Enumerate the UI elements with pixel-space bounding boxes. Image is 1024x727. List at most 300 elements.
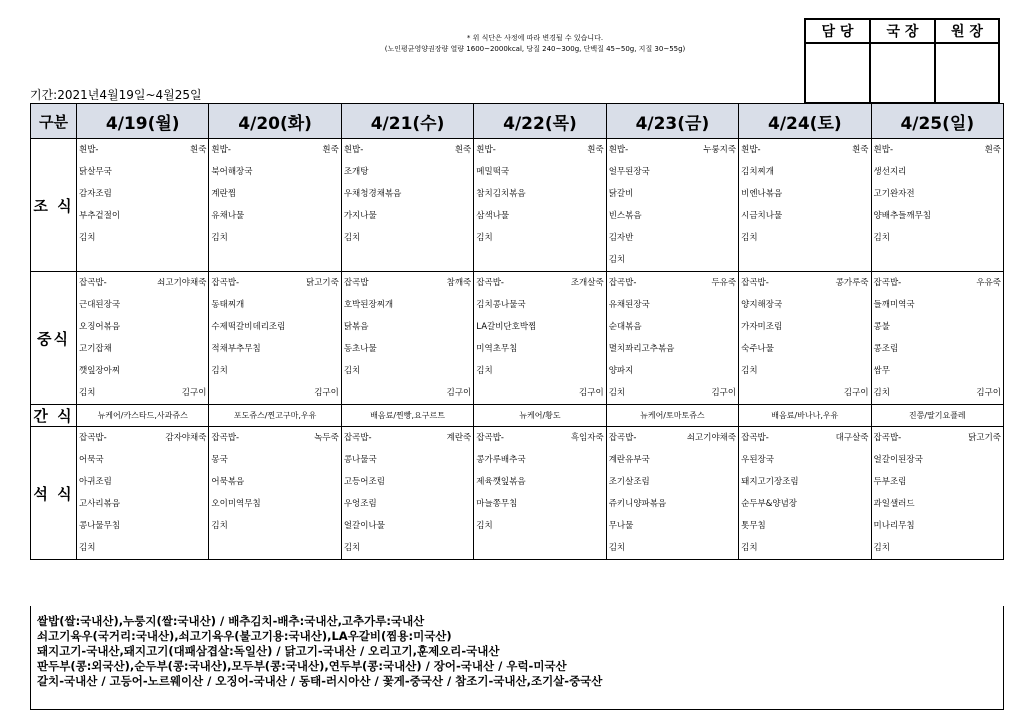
dish-name: 멸치꽈리고추볶음 xyxy=(608,343,675,354)
dish-name: 김치 xyxy=(608,387,626,398)
dish-side: 닭고기죽 xyxy=(305,277,339,288)
dish-row xyxy=(872,183,1003,205)
dish-name: 우엉조림 xyxy=(343,498,377,509)
dish-name: 가자미조림 xyxy=(741,321,783,332)
dish-side: 흰죽 xyxy=(189,144,207,155)
dish-row xyxy=(872,382,1003,404)
dish-row xyxy=(342,360,473,382)
dish-row xyxy=(607,294,738,316)
dish-row xyxy=(474,272,605,294)
dish-row xyxy=(209,515,340,537)
dish-name: 잡곡밥- xyxy=(211,277,240,288)
breakfast-cell xyxy=(341,139,473,272)
dish-row xyxy=(77,161,208,183)
dish-row xyxy=(739,382,870,404)
dish-row xyxy=(607,427,738,449)
lunch-cell xyxy=(77,272,209,405)
dish-name: 닭살무국 xyxy=(79,166,112,177)
dish-row xyxy=(342,449,473,471)
notice-line: * 위 식단은 사정에 따라 변경될 수 있습니다. xyxy=(466,34,604,42)
header-day: 4/23(금) xyxy=(606,104,738,139)
dish-row xyxy=(342,471,473,493)
dish-row xyxy=(77,537,208,559)
dish-name: 어묵국 xyxy=(79,454,104,465)
dish-row xyxy=(342,205,473,227)
dish-row xyxy=(872,294,1003,316)
dish-side: 녹두죽 xyxy=(314,432,339,443)
menu-table xyxy=(30,103,1004,560)
approval-header-head: 원 장 xyxy=(935,19,999,43)
dish-name: 잡곡밥 xyxy=(343,277,369,288)
approval-sign-box xyxy=(870,43,935,103)
dish-row xyxy=(872,205,1003,227)
dish-row xyxy=(342,227,473,249)
dish-name: 김자반 xyxy=(608,232,634,243)
dish-name: 잡곡밥- xyxy=(211,432,240,443)
dish-row xyxy=(474,471,605,493)
header-day: 4/24(토) xyxy=(739,104,871,139)
dish-name: 흰밥- xyxy=(476,144,496,155)
origin-line: 판두부(콩:외국산),순두부(콩:국내산),모두부(콩:국내산),연두부(콩:국내산) / 장어-국내산 / 우럭-미국산 xyxy=(37,659,567,673)
snack-cell: 배음료/찐빵,요구르트 xyxy=(341,405,473,427)
dish-row xyxy=(607,183,738,205)
dish-row xyxy=(872,139,1003,161)
dish-row xyxy=(607,493,738,515)
dish-row xyxy=(739,449,870,471)
dish-name: 우채청경채볶음 xyxy=(343,188,402,199)
meal-label-snack: 간 식 xyxy=(31,405,77,427)
dish-row xyxy=(77,183,208,205)
meal-label-dinner: 석 식 xyxy=(31,427,77,560)
dish-name: 동초나물 xyxy=(343,343,377,354)
dish-row xyxy=(474,537,605,559)
dish-name: 가지나물 xyxy=(343,210,377,221)
dish-row xyxy=(739,360,870,382)
dish-row xyxy=(739,493,870,515)
dish-name: 수제떡갈비데리조림 xyxy=(211,321,286,332)
dish-row xyxy=(872,537,1003,559)
dish-row xyxy=(209,427,340,449)
dish-name: 김치 xyxy=(741,365,758,376)
breakfast-cell xyxy=(871,139,1003,272)
dish-name: 잡곡밥- xyxy=(608,432,637,443)
snack-cell: 포도쥬스/찐고구마,우유 xyxy=(209,405,341,427)
dish-name: 유채나물 xyxy=(211,210,245,221)
dish-name: 쥬키니양파볶음 xyxy=(608,498,667,509)
dish-name: 콩가루배추국 xyxy=(476,454,526,465)
breakfast-cell xyxy=(739,139,871,272)
dish-row xyxy=(474,139,605,161)
dish-name: 잡곡밥- xyxy=(476,277,504,288)
dish-name: 김치 xyxy=(211,232,228,243)
dish-name: 들깨미역국 xyxy=(873,299,915,310)
dinner-cell xyxy=(341,427,473,560)
approval-header-staff: 담 당 xyxy=(805,19,870,43)
lunch-cell xyxy=(209,272,341,405)
dish-name: 몽국 xyxy=(211,454,228,465)
dish-row xyxy=(77,139,208,161)
dish-side: 쇠고기야채죽 xyxy=(157,277,207,288)
dish-row xyxy=(607,272,738,294)
dish-name: 콩나물국 xyxy=(343,454,377,465)
header-day: 4/21(수) xyxy=(341,104,473,139)
dish-name: 잡곡밥- xyxy=(741,432,769,443)
dish-name: 우된장국 xyxy=(741,454,774,465)
dish-name: 김치 xyxy=(79,387,96,398)
dish-name: 흰밥- xyxy=(79,144,99,155)
dish-row xyxy=(77,272,208,294)
dish-name: 무나물 xyxy=(608,520,634,531)
dish-row xyxy=(474,515,605,537)
meal-label-lunch: 중식 xyxy=(31,272,77,405)
dish-row xyxy=(739,338,870,360)
dish-name: 잡곡밥- xyxy=(608,277,637,288)
dish-row xyxy=(474,294,605,316)
dish-row xyxy=(342,294,473,316)
dish-row xyxy=(342,139,473,161)
dish-name: 김치 xyxy=(343,542,361,553)
snack-cell: 배음료/바나나,우유 xyxy=(739,405,871,427)
header-day: 4/19(월) xyxy=(77,104,209,139)
dish-row xyxy=(872,360,1003,382)
dinner-cell xyxy=(871,427,1003,560)
dish-name: 마늘쫑무침 xyxy=(476,498,518,509)
dish-row xyxy=(872,493,1003,515)
dish-row xyxy=(77,360,208,382)
dish-row xyxy=(209,205,340,227)
dish-name: 북어해장국 xyxy=(211,166,253,177)
dish-name: 양지해장국 xyxy=(741,299,783,310)
dish-row xyxy=(342,493,473,515)
lunch-cell xyxy=(871,272,1003,405)
dinner-cell xyxy=(77,427,209,560)
header-gubun: 구분 xyxy=(31,104,77,139)
dish-row xyxy=(872,471,1003,493)
dish-row xyxy=(872,338,1003,360)
dish-name: 김치 xyxy=(211,520,228,531)
dish-name: 호박된장찌개 xyxy=(343,299,394,310)
dish-name: 김치 xyxy=(343,365,361,376)
dish-side: 누룽지죽 xyxy=(703,144,737,155)
breakfast-cell xyxy=(474,139,606,272)
dish-row xyxy=(474,493,605,515)
notice-line: (노인평균영양권장량 열량 1600~2000kcal, 당질 240~300g, 단백질 45~50g, 지질 30~55g) xyxy=(384,45,686,53)
dish-row xyxy=(739,161,870,183)
dish-side: 콩가루죽 xyxy=(835,277,869,288)
approval-sign-box xyxy=(805,43,870,103)
dish-row xyxy=(209,272,340,294)
dish-name: 콩불 xyxy=(873,321,890,332)
dish-row xyxy=(872,449,1003,471)
dinner-cell xyxy=(209,427,341,560)
dish-row xyxy=(607,338,738,360)
dish-side: 김구이 xyxy=(711,387,737,398)
dish-row xyxy=(474,227,605,249)
breakfast-cell xyxy=(209,139,341,272)
dish-name: 양파지 xyxy=(608,365,634,376)
dish-row xyxy=(209,227,340,249)
dish-side: 대구살죽 xyxy=(835,432,869,443)
dish-name: 조개탕 xyxy=(343,166,369,177)
dish-name: 오이미역무침 xyxy=(211,498,261,509)
dish-side: 김구이 xyxy=(314,387,339,398)
dish-name: 조기살조림 xyxy=(608,476,650,487)
dish-row xyxy=(739,183,870,205)
dish-name: 근대된장국 xyxy=(79,299,121,310)
dish-row xyxy=(77,294,208,316)
meal-label-breakfast: 조 식 xyxy=(31,139,77,272)
dish-side: 닭고기죽 xyxy=(968,432,1001,443)
dish-name: 미역초무침 xyxy=(476,343,518,354)
dish-name: 김치 xyxy=(741,232,758,243)
dish-name: 김치 xyxy=(79,542,96,553)
dish-name: 얼갈이된장국 xyxy=(873,454,923,465)
breakfast-cell xyxy=(77,139,209,272)
dish-name: 시금치나물 xyxy=(741,210,783,221)
header-day: 4/25(일) xyxy=(871,104,1003,139)
origin-line: 쇠고기육우(국거리:국내산),쇠고기육우(불고기용:국내산),LA우갈비(찜용:미국산) xyxy=(37,629,452,643)
dinner-cell xyxy=(606,427,738,560)
dish-name: 흰밥- xyxy=(873,144,894,155)
dish-row xyxy=(739,227,870,249)
dish-name: 잡곡밥- xyxy=(343,432,372,443)
dish-row xyxy=(474,316,605,338)
dish-row xyxy=(474,161,605,183)
dish-row xyxy=(77,427,208,449)
dish-row xyxy=(474,382,605,404)
dish-row xyxy=(77,316,208,338)
snack-cell: 뉴케어/토마토쥬스 xyxy=(606,405,738,427)
dish-row xyxy=(607,537,738,559)
approval-table xyxy=(804,18,1000,104)
dish-row xyxy=(342,515,473,537)
dish-row xyxy=(342,382,473,404)
dish-row xyxy=(209,249,340,271)
dish-name: 비엔나볶음 xyxy=(741,188,783,199)
dish-row xyxy=(209,449,340,471)
dish-side: 김구이 xyxy=(976,387,1001,398)
approval-header-director: 국 장 xyxy=(870,19,935,43)
dish-row xyxy=(872,161,1003,183)
dish-name: 아귀조림 xyxy=(79,476,112,487)
dinner-cell xyxy=(474,427,606,560)
dish-name: 김치 xyxy=(476,232,493,243)
dish-name: 과일샐러드 xyxy=(873,498,915,509)
dish-side: 김구이 xyxy=(446,387,472,398)
dish-row xyxy=(739,272,870,294)
dish-name: 고기완자전 xyxy=(873,188,915,199)
header-day: 4/20(화) xyxy=(209,104,341,139)
dish-row xyxy=(209,471,340,493)
dish-name: 두부조림 xyxy=(873,476,907,487)
dish-name: 동태찌개 xyxy=(211,299,245,310)
dish-row xyxy=(739,515,870,537)
dish-row xyxy=(739,471,870,493)
dish-row xyxy=(607,449,738,471)
dish-name: 잡곡밥- xyxy=(79,277,107,288)
dish-side: 김구이 xyxy=(843,387,869,398)
dish-name: 김치 xyxy=(211,365,228,376)
dish-row xyxy=(607,249,738,271)
dish-row xyxy=(77,249,208,271)
dish-name: 순두부&양념장 xyxy=(741,498,798,509)
dish-name: 메밀떡국 xyxy=(476,166,510,177)
dish-name: 유채된장국 xyxy=(608,299,650,310)
dish-side: 두유죽 xyxy=(711,277,737,288)
dish-row xyxy=(607,382,738,404)
dish-name: 미나리무침 xyxy=(873,520,915,531)
dish-row xyxy=(209,139,340,161)
dish-name: 계란유부국 xyxy=(608,454,650,465)
dish-row xyxy=(607,161,738,183)
dish-side: 김구이 xyxy=(181,387,207,398)
dish-name: 톳무침 xyxy=(741,520,766,531)
dish-name: 계란찜 xyxy=(211,188,237,199)
dish-name: 어묵볶음 xyxy=(211,476,245,487)
dish-name: 김치 xyxy=(476,365,493,376)
dish-row xyxy=(872,272,1003,294)
dish-row xyxy=(342,338,473,360)
dish-row xyxy=(342,537,473,559)
dish-row xyxy=(474,427,605,449)
dish-name: 김치 xyxy=(608,254,626,265)
origin-line: 돼지고기-국내산,돼지고기(대패삼겹살:독일산) / 닭고기-국내산 / 오리고기,훈제오리-국내산 xyxy=(37,644,500,658)
dish-side: 흰죽 xyxy=(322,144,339,155)
dish-row xyxy=(739,537,870,559)
dish-side: 감자야채죽 xyxy=(165,432,207,443)
dish-row xyxy=(77,471,208,493)
dish-row xyxy=(474,183,605,205)
dish-row xyxy=(607,227,738,249)
dinner-cell xyxy=(739,427,871,560)
origin-info xyxy=(30,606,1004,710)
lunch-cell xyxy=(341,272,473,405)
dish-name: 고기잡채 xyxy=(79,343,112,354)
dish-name: 잡곡밥- xyxy=(741,277,769,288)
dish-name: 감자조림 xyxy=(79,188,112,199)
dish-name: 잡곡밥- xyxy=(873,432,902,443)
dish-side: 참깨죽 xyxy=(446,277,472,288)
period: 기간:2021년4월19일~4월25일 xyxy=(30,88,202,102)
snack-cell: 진쯩/딸기요플레 xyxy=(871,405,1003,427)
approval-sign-box xyxy=(935,43,999,103)
dish-row xyxy=(209,316,340,338)
dish-name: 흰밥- xyxy=(343,144,364,155)
dish-row xyxy=(739,249,870,271)
dish-side: 흰죽 xyxy=(587,144,604,155)
dish-name: 고사리볶음 xyxy=(79,498,121,509)
dish-side: 쇠고기야채죽 xyxy=(686,432,737,443)
dish-side: 흰죽 xyxy=(454,144,472,155)
dish-row xyxy=(77,449,208,471)
origin-line: 갈치-국내산 / 고등어-노르웨이산 / 오징어-국내산 / 동태-러시아산 / 꽃게-중국산 / 참조기-국내산,조기살-중국산 xyxy=(37,674,603,688)
dish-name: 닭볶음 xyxy=(343,321,369,332)
dish-side: 조개살죽 xyxy=(570,277,604,288)
dish-name: 김치 xyxy=(873,232,890,243)
dish-name: 돼지고기장조림 xyxy=(741,476,799,487)
lunch-cell xyxy=(474,272,606,405)
dish-row xyxy=(872,227,1003,249)
dish-row xyxy=(739,427,870,449)
dish-name: 빈스볶음 xyxy=(608,210,642,221)
dish-name: 적채부추무침 xyxy=(211,343,261,354)
dish-side: 흑임자죽 xyxy=(570,432,604,443)
dish-name: LA갈비단호박찜 xyxy=(476,321,537,332)
dish-name: 생선지리 xyxy=(873,166,907,177)
snack-cell: 뉴케어/황도 xyxy=(474,405,606,427)
dish-name: 김치찌개 xyxy=(741,166,774,177)
dish-row xyxy=(342,316,473,338)
dish-name: 김치 xyxy=(873,542,890,553)
dish-name: 순대볶음 xyxy=(608,321,642,332)
dish-name: 얼갈이나물 xyxy=(343,520,385,531)
dish-row xyxy=(209,161,340,183)
dish-row xyxy=(77,227,208,249)
dish-row xyxy=(209,493,340,515)
dish-row xyxy=(209,382,340,404)
dish-row xyxy=(872,249,1003,271)
dish-row xyxy=(739,139,870,161)
dish-name: 김치 xyxy=(476,520,493,531)
dish-row xyxy=(342,161,473,183)
dish-row xyxy=(209,183,340,205)
dish-row xyxy=(607,360,738,382)
dish-row xyxy=(342,249,473,271)
dish-row xyxy=(77,493,208,515)
dish-row xyxy=(607,205,738,227)
dish-row xyxy=(77,382,208,404)
dish-row xyxy=(607,471,738,493)
dish-name: 삼색나물 xyxy=(476,210,510,221)
dish-row xyxy=(209,294,340,316)
dish-name: 닭갈비 xyxy=(608,188,634,199)
dish-row xyxy=(209,537,340,559)
dish-name: 김치콩나물국 xyxy=(476,299,526,310)
dish-row xyxy=(77,338,208,360)
dish-name: 양배추들깨무침 xyxy=(873,210,932,221)
dish-name: 흰밥- xyxy=(608,144,629,155)
dish-name: 숙주나물 xyxy=(741,343,774,354)
lunch-cell xyxy=(606,272,738,405)
dish-row xyxy=(739,205,870,227)
breakfast-cell xyxy=(606,139,738,272)
dish-row xyxy=(342,427,473,449)
dish-row xyxy=(607,139,738,161)
dish-name: 흰밥- xyxy=(211,144,231,155)
dish-name: 김치 xyxy=(343,232,361,243)
notice xyxy=(300,33,770,55)
dish-name: 쌈무 xyxy=(873,365,890,376)
dish-row xyxy=(872,427,1003,449)
dish-row xyxy=(342,183,473,205)
dish-row xyxy=(209,338,340,360)
dish-name: 깻잎장아찌 xyxy=(79,365,121,376)
dish-name: 오징어볶음 xyxy=(79,321,121,332)
dish-row xyxy=(739,294,870,316)
dish-row xyxy=(739,316,870,338)
dish-name: 김치 xyxy=(741,542,758,553)
dish-side: 흰죽 xyxy=(852,144,869,155)
dish-name: 잡곡밥- xyxy=(79,432,107,443)
dish-side: 흰죽 xyxy=(984,144,1001,155)
dish-side: 우유죽 xyxy=(976,277,1001,288)
dish-name: 콩나물무침 xyxy=(79,520,121,531)
dish-row xyxy=(342,272,473,294)
snack-cell: 뉴케어/카스타드,사과쥬스 xyxy=(77,405,209,427)
dish-row xyxy=(474,338,605,360)
lunch-cell xyxy=(739,272,871,405)
dish-row xyxy=(607,316,738,338)
